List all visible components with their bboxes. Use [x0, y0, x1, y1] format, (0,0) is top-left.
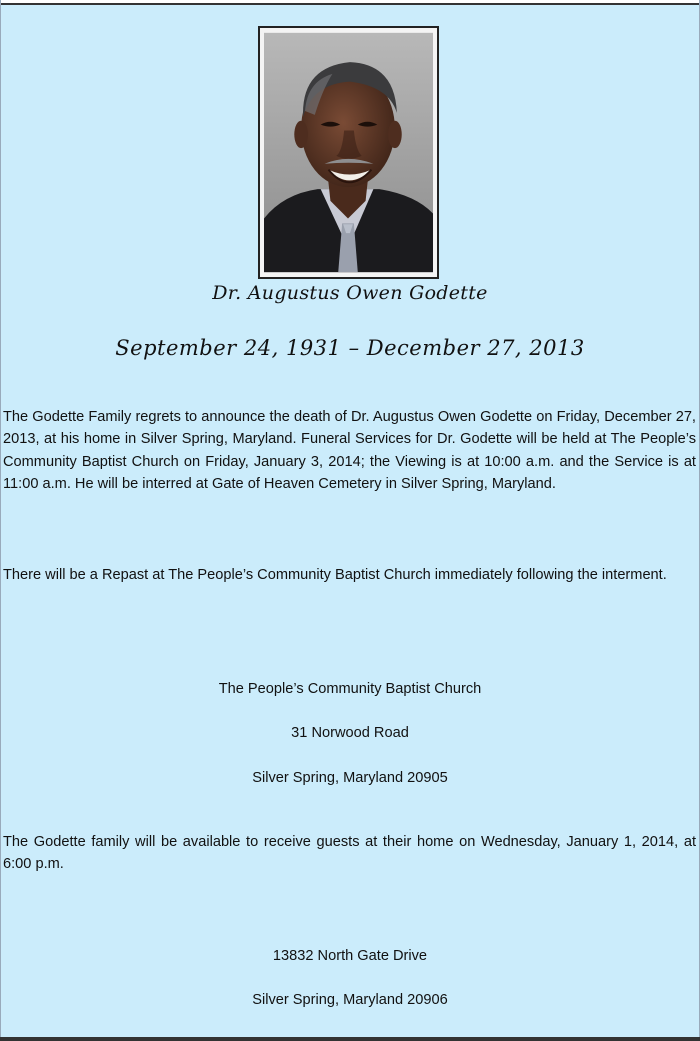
- top-border: [0, 0, 700, 5]
- life-dates: September 24, 1931 – December 27, 2013: [115, 336, 585, 360]
- home-city: Silver Spring, Maryland 20906: [252, 992, 448, 1008]
- bottom-border: [0, 1037, 700, 1041]
- announcement-paragraph: The Godette Family regrets to announce the death of Dr. Augustus Owen Godette on Friday, December 27, 2013, at his home in Silver Spring, Maryland. Funeral Services for Dr. Godette will be held at The People’s Community Baptist Church on Friday, January 3, 2014; the Viewing is at 10:00 a.m. and the Service is at 11:00 a.m. He will be interred at Gate of Heaven Cemetery in Silver Spring, Maryland.: [3, 409, 696, 492]
- portrait-frame: [258, 26, 439, 279]
- portrait-photo: [264, 32, 433, 273]
- repast-paragraph: There will be a Repast at The People’s Community Baptist Church immediately following the interment.: [3, 567, 667, 583]
- church-city: Silver Spring, Maryland 20905: [252, 770, 448, 786]
- left-border: [0, 0, 1, 1041]
- guests-paragraph: The Godette family will be available to receive guests at their home on Wednesday, January 1, 2014, at 6:00 p.m.: [3, 834, 696, 873]
- church-name: The People’s Community Baptist Church: [218, 681, 482, 697]
- deceased-name: Dr. Augustus Owen Godette: [212, 282, 488, 304]
- church-street: 31 Norwood Road: [291, 725, 409, 741]
- home-street: 13832 North Gate Drive: [272, 948, 428, 964]
